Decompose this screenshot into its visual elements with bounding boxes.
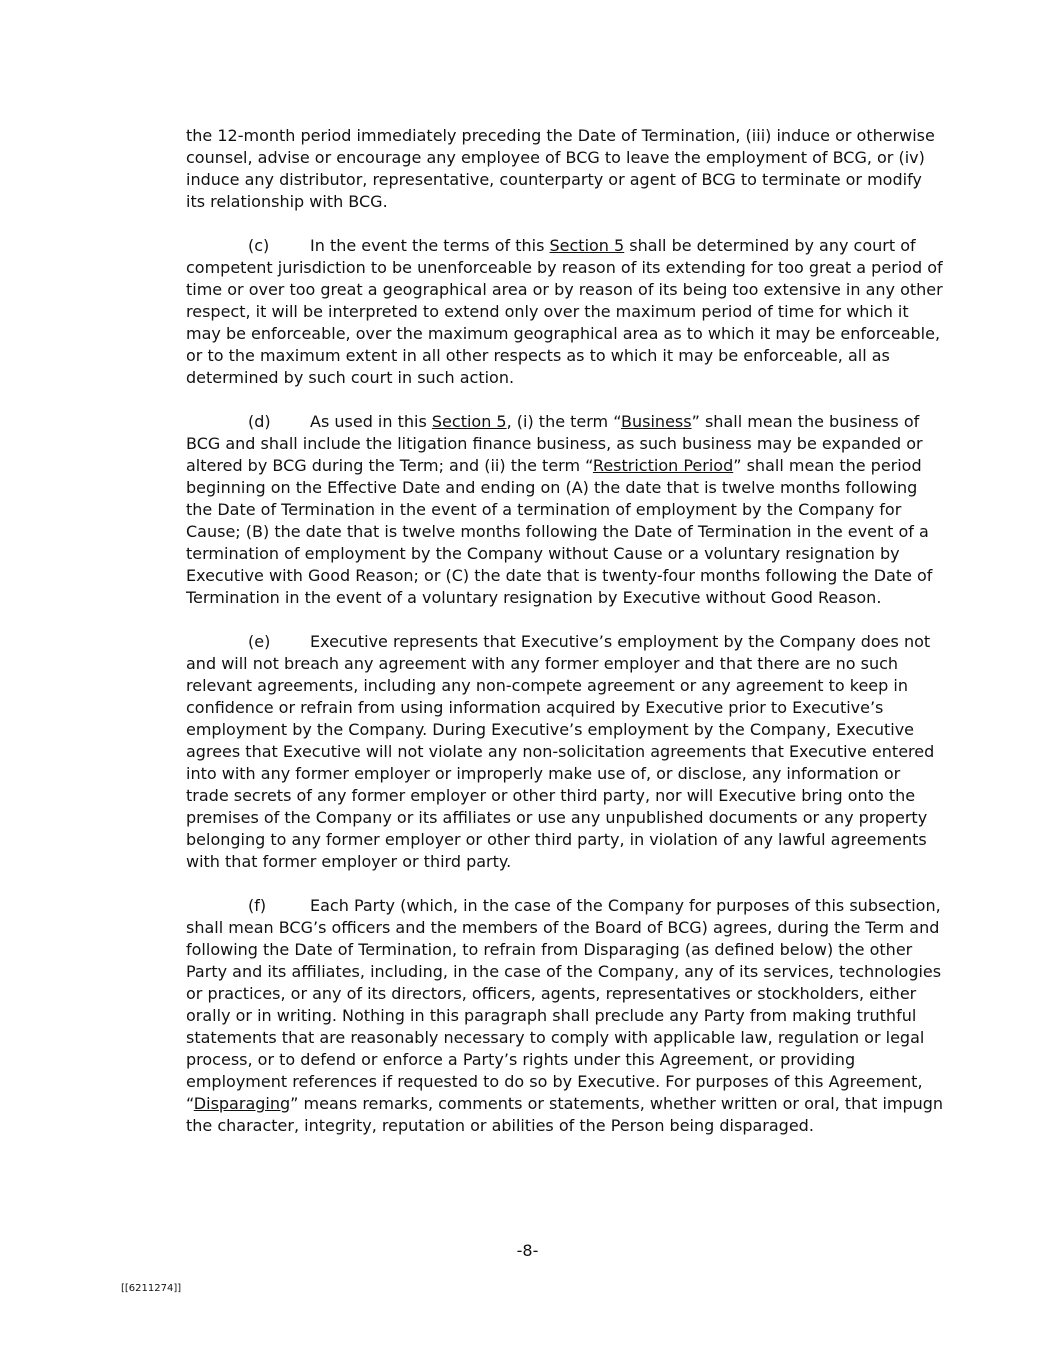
paragraph-d: (d) As used in this Section 5, (i) the term “Business” shall mean the business of BCG and shall include the litigation finance business, as such business may be expanded or altered by BCG during the Term; and (ii) the term “Restriction Period” shall mean the period beginning on the Effective Date and ending on (A) the date that is twelve months following the Date of Termination in the event of a termination of employment by the Company for Cause; (B) the date that is twelve months following the Date of Termination in the event of a termination of employment by the Company without Cause or a voluntary resignation by Executive with Good Reason; or (C) the date that is twenty-four months following the Date of Termination in the event of a voluntary resignation by Executive without Good Reason. [186, 412, 933, 607]
defined-term-disparaging: Disparaging [193, 1094, 291, 1113]
paragraph-marker: (d) [248, 412, 271, 431]
paragraph-e: (e) Executive represents that Executive’s employment by the Company does not and will not breach any agreement with any former employer and that there are no such relevant agreements, including any non-compete agreement or any agreement to keep in confidence or refrain from using information acquired by Executive prior to Executive’s employment by the Company. During Executive’s employment by the Company, Executive agrees that Executive will not violate any non-solicitation agreements that Executive entered into with any former employer or improperly make use of, or disclose, any information or trade secrets of any former employer or other third party, nor will Executive bring onto the premises of the Company or its affiliates or use any unpublished documents or any property belonging to any former employer or other third party, in violation of any lawful agreements with that former employer or third party. [186, 632, 935, 871]
document-body [186, 125, 946, 1159]
defined-term-restriction-period: Restriction Period [592, 456, 734, 475]
section-reference: Section 5 [431, 412, 507, 431]
paragraph-c: (c) In the event the terms of this Section 5 shall be determined by any court of competent jurisdiction to be unenforceable by reason of its extending for too great a period of time or over too great a geographical area or by reason of its being too extensive in any other respect, it will be interpreted to extend only over the maximum period of time for which it may be enforceable, over the maximum geographical area as to which it may be enforceable, or to the maximum extent in all other respects as to which it may be enforceable, all as determined by such court in such action. [186, 236, 943, 387]
paragraph-marker: (e) [248, 632, 271, 651]
paragraph-continuation: the 12-month period immediately preceding the Date of Termination, (iii) induce or otherwise counsel, advise or encourage any employee of BCG to leave the employment of BCG, or (iv) induce any distributor, representative, counterparty or agent of BCG to terminate or modify its relationship with BCG. [186, 126, 935, 211]
paragraph-marker: (c) [248, 236, 270, 255]
defined-term-business: Business [621, 412, 692, 431]
paragraph-marker: (f) [248, 896, 267, 915]
section-reference: Section 5 [549, 236, 625, 255]
paragraph-f: (f) Each Party (which, in the case of the Company for purposes of this subsection, shall mean BCG’s officers and the members of the Board of BCG) agrees, during the Term and following the Date of Termination, to refrain from Disparaging (as defined below) the other Party and its affiliates, including, in the case of the Company, any of its services, technologies or practices, or any of its directors, officers, agents, representatives or stockholders, either orally or in writing. Nothing in this paragraph shall preclude any Party from making truthful statements that are reasonably necessary to comply with applicable law, regulation or legal process, or to defend or enforce a Party’s rights under this Agreement, or providing employment references if requested to do so by Executive. For purposes of this Agreement, “Disparaging” means remarks, comments or statements, whether written or oral, that impugn the character, integrity, reputation or abilities of the Person being disparaged. [186, 896, 944, 1135]
document-footer-id: [[6211274]] [121, 1283, 182, 1294]
page-number: -8- [516, 1241, 539, 1260]
